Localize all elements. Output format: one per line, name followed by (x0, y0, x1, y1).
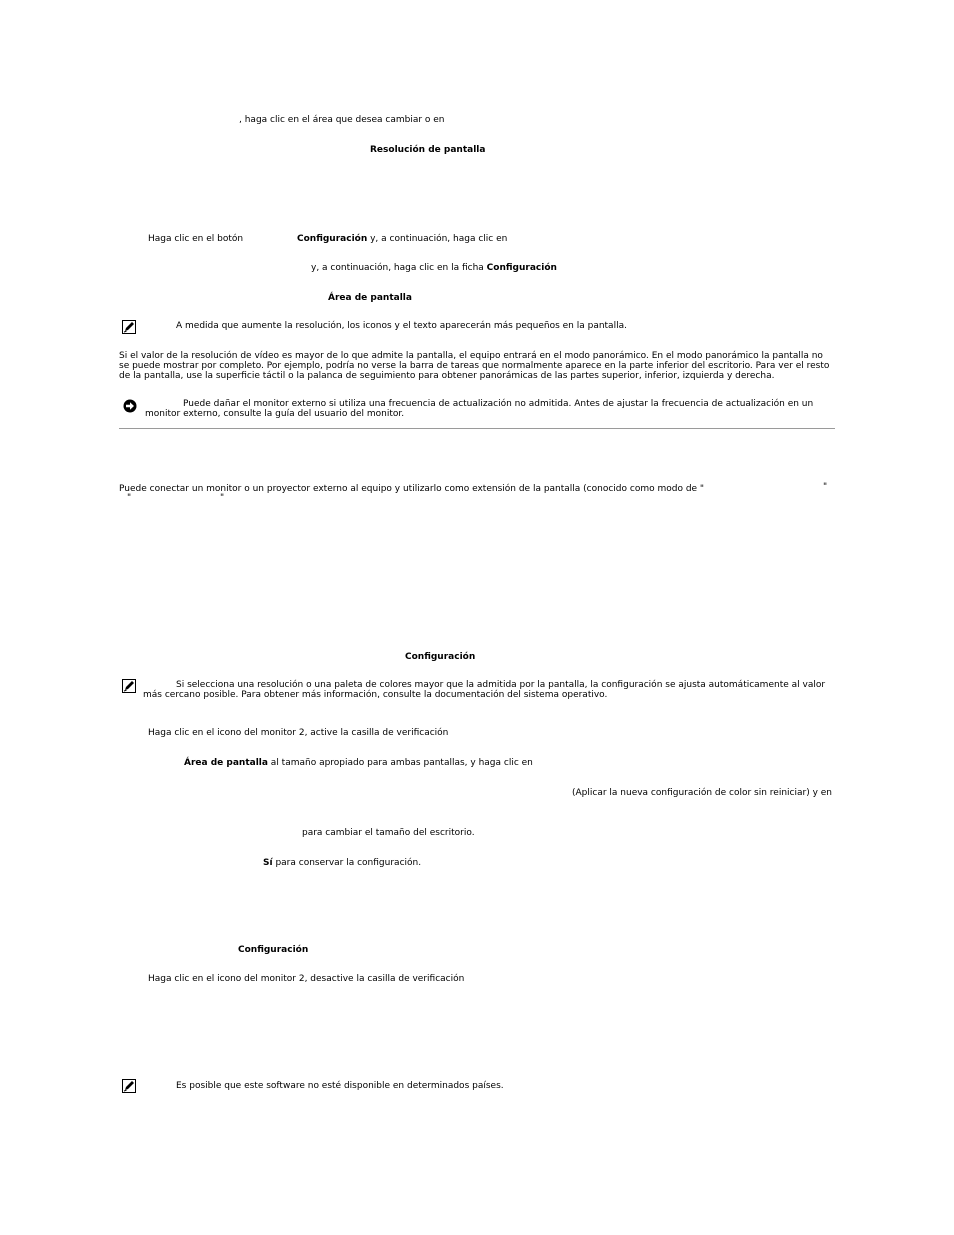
text-heading-area-pantalla: Área de pantalla (328, 293, 412, 303)
text-line (311, 263, 557, 273)
text-fragment: Haga clic en el botón (148, 234, 244, 244)
text-fragment: y, a continuación, haga clic en la ficha (311, 263, 487, 273)
text-line: , haga clic en el área que desea cambiar o en (239, 115, 445, 125)
text-fragment: al tamaño apropiado para ambas pantallas, y haga clic en (267, 758, 533, 768)
text-line: Haga clic en el icono del monitor 2, desactive la casilla de verificación (148, 974, 465, 984)
note-pencil-icon (122, 320, 136, 334)
text-line (263, 858, 421, 868)
text-heading-configuracion: Configuración (405, 652, 476, 662)
note-pencil-icon (122, 1079, 136, 1093)
notice-text: monitor externo, consulte la guía del usuario del monitor. (145, 409, 405, 419)
text-heading-resolucion: Resolución de pantalla (370, 145, 486, 155)
text-bold-si: Sí (263, 858, 273, 868)
text-line: Haga clic en el icono del monitor 2, active la casilla de verificación (148, 728, 449, 738)
paragraph-panoramico: Si el valor de la resolución de vídeo es mayor de lo que admite la pantalla, el equipo entrará en el modo panorámico. En el modo panorámico la pantalla no se puede mostrar por completo. Por ejemplo, podría no verse la barra de tareas que normalmente aparece en la parte inferior del escritorio. Para ver el resto de la pantalla, use la superficie táctil o la palanca de seguimiento para obtener panorámicas de las partes superior, inferior, izquierda y derecha. (119, 351, 830, 381)
notice-arrow-icon (123, 399, 137, 413)
text-bold-area-pantalla: Área de pantalla (184, 758, 268, 768)
text-line: para cambiar el tamaño del escritorio. (302, 828, 475, 838)
quote-mark: " (127, 493, 132, 503)
note-text: Es posible que este software no esté disponible en determinados países. (176, 1081, 504, 1091)
text-bold-configuracion: Configuración (486, 263, 557, 273)
text-line (297, 234, 507, 244)
section-divider (119, 428, 835, 429)
note-text: A medida que aumente la resolución, los iconos y el texto aparecerán más pequeños en la pantalla. (176, 321, 627, 331)
note-pencil-icon (122, 679, 136, 693)
note-text: Si selecciona una resolución o una paleta de colores mayor que la admitida por la pantalla, la configuración se ajusta automáticamente al valor (176, 680, 826, 690)
quote-mark: " (823, 482, 828, 492)
text-line: (Aplicar la nueva configuración de color sin reiniciar) y en (572, 788, 833, 798)
notice-text: Puede dañar el monitor externo si utiliza una frecuencia de actualización no admitida. Antes de ajustar la frecuencia de actualización en un (183, 399, 814, 409)
paragraph-monitor-externo: Puede conectar un monitor o un proyector externo al equipo y utilizarlo como extensión de la pantalla (conocido como modo de " (119, 484, 705, 494)
note-text: más cercano posible. Para obtener más información, consulte la documentación del sistema operativo. (143, 690, 608, 700)
text-fragment: y, a continuación, haga clic en (367, 234, 508, 244)
text-line (148, 234, 243, 244)
text-line (184, 758, 533, 768)
quote-mark: " (220, 493, 225, 503)
text-bold-configuracion: Configuración (297, 234, 368, 244)
text-fragment: para conservar la configuración. (272, 858, 422, 868)
text-heading-configuracion: Configuración (238, 945, 309, 955)
